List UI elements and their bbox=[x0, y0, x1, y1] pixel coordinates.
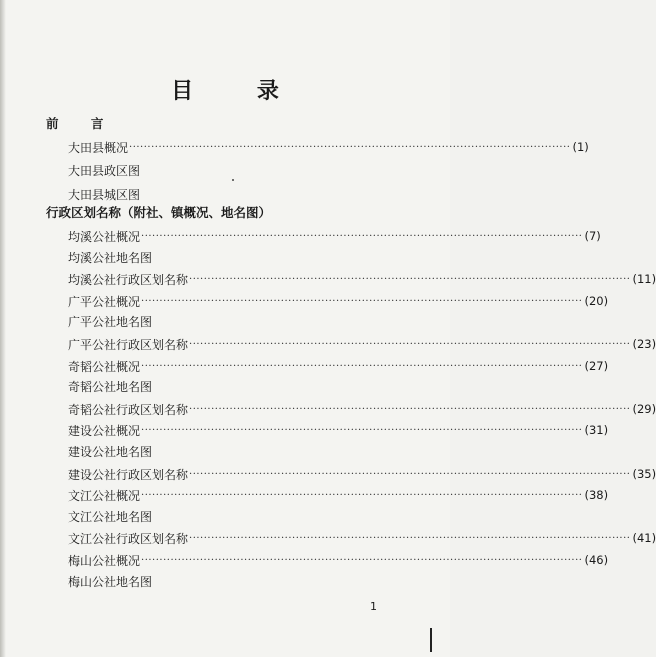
paren-open: ( bbox=[584, 488, 589, 502]
paren-open: ( bbox=[632, 272, 637, 286]
leader-dots: ························································································································ bbox=[189, 404, 631, 415]
toc-entry[interactable] bbox=[68, 356, 609, 376]
toc-entry[interactable] bbox=[68, 420, 609, 440]
paren-close: ) bbox=[651, 272, 656, 286]
leader-dots: ························································································································ bbox=[141, 425, 583, 436]
entry-label: 均溪公社行政区划名称 bbox=[68, 272, 189, 287]
entry-page-number: 41 bbox=[636, 531, 652, 545]
toc-entry[interactable]: 均溪公社地名图 bbox=[68, 251, 153, 265]
entry-page-number: 20 bbox=[588, 294, 604, 308]
leader-dots: ························································································································ bbox=[189, 274, 631, 285]
entry-label: 文江公社行政区划名称 bbox=[68, 531, 189, 546]
leader-dots: ························································································································ bbox=[189, 533, 631, 544]
toc-entry[interactable]: 建设公社地名图 bbox=[68, 445, 153, 459]
toc-entry[interactable] bbox=[68, 464, 656, 484]
paren-close: ) bbox=[603, 359, 609, 373]
entry-page-number: 46 bbox=[588, 553, 604, 567]
toc-entry[interactable] bbox=[68, 550, 609, 570]
toc-entry[interactable]: 大田县政区图 bbox=[68, 164, 141, 178]
leader-dots: ························································································································ bbox=[141, 361, 583, 372]
toc-entry[interactable] bbox=[68, 291, 609, 311]
toc-entry[interactable] bbox=[68, 399, 656, 419]
entry-label: 建设公社概况 bbox=[68, 423, 141, 438]
paren-open: ( bbox=[584, 359, 589, 373]
paren-close: ) bbox=[584, 140, 589, 154]
toc-entry[interactable]: 奇韬公社地名图 bbox=[68, 380, 153, 394]
toc-entry[interactable] bbox=[68, 226, 601, 246]
paren-close: ) bbox=[651, 467, 656, 481]
page-ref bbox=[584, 488, 608, 502]
entry-label: 均溪公社概况 bbox=[68, 229, 141, 244]
leader-dots: ························································································································ bbox=[129, 142, 571, 153]
entry-label: 奇韬公社概况 bbox=[68, 359, 141, 374]
paren-close: ) bbox=[603, 553, 609, 567]
entry-page-number: 23 bbox=[636, 337, 652, 351]
entry-page-number: 11 bbox=[636, 272, 652, 286]
entry-label: 大田县概况 bbox=[68, 140, 129, 155]
toc-entry[interactable] bbox=[68, 528, 656, 548]
entry-page-number: 7 bbox=[588, 229, 597, 243]
page-ref bbox=[572, 140, 588, 154]
page-number: 1 bbox=[370, 600, 377, 613]
leader-dots: ························································································································ bbox=[141, 296, 583, 307]
leader-dots: ························································································································ bbox=[189, 469, 631, 480]
entry-label: 奇韬公社行政区划名称 bbox=[68, 402, 189, 417]
leader-dots: ························································································································ bbox=[141, 490, 583, 501]
paren-close: ) bbox=[603, 294, 609, 308]
paren-open: ( bbox=[572, 140, 577, 154]
paren-open: ( bbox=[584, 294, 589, 308]
paren-close: ) bbox=[651, 531, 656, 545]
entry-page-number: 27 bbox=[588, 359, 604, 373]
page-title: 目 录 bbox=[171, 78, 307, 104]
toc-entry[interactable]: 文江公社地名图 bbox=[68, 510, 153, 524]
paren-open: ( bbox=[632, 402, 637, 416]
page-ref bbox=[632, 467, 656, 481]
paren-close: ) bbox=[603, 423, 609, 437]
section-heading[interactable]: 行政区划名称（附社、镇概况、地名图） bbox=[46, 205, 272, 220]
preface-heading[interactable]: 前 言 bbox=[46, 116, 118, 131]
toc-entry[interactable] bbox=[68, 269, 656, 289]
scan-mark bbox=[430, 628, 432, 652]
entry-page-number: 38 bbox=[588, 488, 604, 502]
page-ref bbox=[584, 553, 608, 567]
leader-dots: ························································································································ bbox=[141, 555, 583, 566]
page-ref bbox=[584, 359, 608, 373]
page-ref bbox=[632, 337, 656, 351]
entry-page-number: 31 bbox=[588, 423, 604, 437]
entry-page-number: 1 bbox=[576, 140, 585, 154]
page-ref bbox=[632, 272, 656, 286]
toc-entry[interactable]: 广平公社地名图 bbox=[68, 315, 153, 329]
page-ref bbox=[632, 402, 656, 416]
toc-entry[interactable] bbox=[68, 137, 589, 157]
toc-entry[interactable]: 梅山公社地名图 bbox=[68, 575, 153, 589]
page-ref bbox=[584, 423, 608, 437]
entry-label: 文江公社概况 bbox=[68, 488, 141, 503]
entry-label: 梅山公社概况 bbox=[68, 553, 141, 568]
paren-open: ( bbox=[632, 531, 637, 545]
entry-label: 广平公社概况 bbox=[68, 294, 141, 309]
paren-close: ) bbox=[603, 488, 609, 502]
toc-entry[interactable]: 大田县城区图 bbox=[68, 188, 141, 202]
scan-speck bbox=[232, 179, 234, 181]
paren-open: ( bbox=[632, 467, 637, 481]
toc-entry[interactable] bbox=[68, 485, 609, 505]
entry-label: 广平公社行政区划名称 bbox=[68, 337, 189, 352]
page-ref bbox=[632, 531, 656, 545]
page-ref bbox=[584, 229, 600, 243]
paren-open: ( bbox=[584, 229, 589, 243]
paren-open: ( bbox=[584, 553, 589, 567]
leader-dots: ························································································································ bbox=[189, 339, 631, 350]
paren-open: ( bbox=[632, 337, 637, 351]
entry-label: 建设公社行政区划名称 bbox=[68, 467, 189, 482]
entry-page-number: 35 bbox=[636, 467, 652, 481]
page-ref bbox=[584, 294, 608, 308]
paren-close: ) bbox=[651, 402, 656, 416]
paren-close: ) bbox=[651, 337, 656, 351]
toc-entry[interactable] bbox=[68, 334, 656, 354]
paren-open: ( bbox=[584, 423, 589, 437]
entry-page-number: 29 bbox=[636, 402, 652, 416]
paren-close: ) bbox=[596, 229, 601, 243]
leader-dots: ························································································································ bbox=[141, 231, 583, 242]
